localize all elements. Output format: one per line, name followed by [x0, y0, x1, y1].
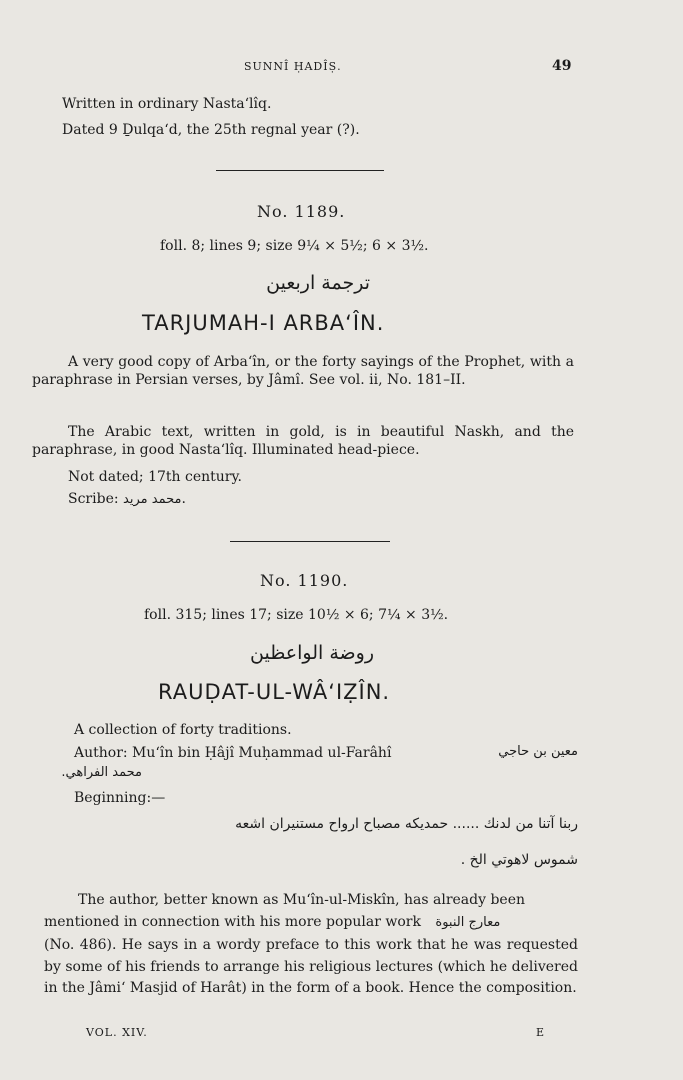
entry-1190-author-arabic-2: محمد الفراهي.: [61, 765, 142, 780]
entry-1189-number: No. 1189.: [257, 202, 346, 221]
entry-1189-para-2: The Arabic text, written in gold, is in beautiful Naskh, and the paraphrase, in good Nasta‘lîq. Illuminated head-piece.: [32, 424, 574, 458]
entry-1189-arabic-title: ترجمة اربعين: [266, 272, 370, 294]
para-arabic-work: معارج النبوة: [435, 915, 501, 930]
scribe-name-arabic: محمد مريد: [123, 492, 182, 507]
entry-1190-number: No. 1190.: [260, 571, 349, 590]
signature-mark: VOL. XIV.: [86, 1026, 148, 1039]
entry-1190-meta: foll. 315; lines 17; size 10½ × 6; 7¼ × 3½.: [144, 607, 449, 623]
page-number: 49: [552, 58, 572, 74]
signature-letter: E: [536, 1026, 545, 1039]
entry-1190-author: Author: Mu‘în bin Ḥâjî Muḥammad ul-Farâhî: [74, 745, 392, 761]
entry-1190-author-arabic-1: معين بن حاجي: [498, 744, 578, 759]
entry-1189-title: TARJUMAH-I ARBA‘ÎN.: [142, 311, 385, 335]
scribe-end: .: [181, 491, 186, 507]
para-line-2-text: mentioned in connection with his more popular work: [44, 914, 421, 930]
entry-1190-beginning-label: Beginning:—: [74, 790, 166, 806]
entry-1189-meta: foll. 8; lines 9; size 9¼ × 5½; 6 × 3½.: [160, 238, 429, 254]
entry-1189-not-dated: Not dated; 17th century.: [68, 469, 242, 485]
entry-1189-scribe: [68, 490, 186, 509]
entry-1190-beginning-arabic-1: ربنا آتنا من لدنك ...... حمديكه مصباح ارواح مستنيران اشعه: [235, 816, 578, 832]
entry-1190-para-line-1: The author, better known as Mu‘în-ul-Miskîn, has already been: [78, 892, 526, 908]
scribe-label: Scribe:: [68, 491, 119, 507]
entry-1190-description: A collection of forty traditions.: [74, 722, 292, 738]
entry-1190-para-line-2: [44, 913, 500, 932]
entry-1190-beginning-arabic-2: شموس لاهوتي الخ .: [460, 852, 578, 868]
section-divider: [216, 170, 384, 171]
entry-1190-para-rest: (No. 486). He says in a wordy preface to this work that he was requested by some of his friends to arrange his religious lectures (which he delivered in the Jâmi‘ Masjid of Harât) in the form of a book. Hence the composition.: [44, 937, 578, 996]
running-head: SUNNÎ ḤADÎṢ.: [244, 60, 342, 73]
entry-1190-title: RAUḌAT-UL-WÂ‘IẒÎN.: [158, 680, 391, 704]
entry-1190-arabic-title: روضة الواعظين: [250, 642, 374, 664]
prev-entry-line-2: Dated 9 Ḏulqa‘d, the 25th regnal year (?).: [62, 122, 360, 138]
section-divider: [230, 541, 390, 542]
prev-entry-line-1: Written in ordinary Nasta‘lîq.: [62, 96, 272, 112]
page-header: [0, 60, 683, 80]
entry-1189-para-1: A very good copy of Arba‘în, or the forty sayings of the Prophet, with a paraphrase in Persian verses, by Jâmî. See vol. ii, No. 181–II.: [32, 354, 574, 388]
